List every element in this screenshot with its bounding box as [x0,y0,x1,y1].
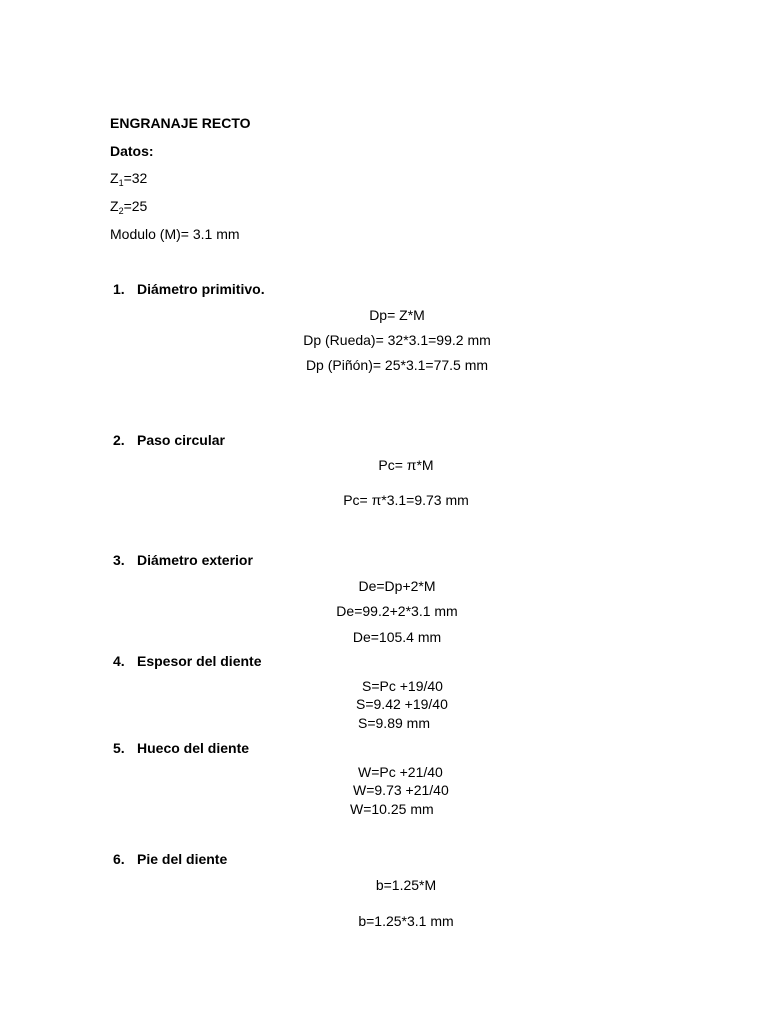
section-heading [113,281,265,297]
section-title: Espesor del diente [137,653,262,669]
formula-line: W=9.73 +21/40 [353,782,449,798]
document-title: ENGRANAJE RECTO [110,115,251,131]
formula-line: S=9.42 +19/40 [356,696,448,712]
section-heading [113,653,261,669]
datos-label: Datos: [110,143,154,159]
section-number: 3. [113,552,125,568]
formula-line: Pc= π*M [378,457,434,473]
formula-line: Pc= π*3.1=9.73 mm [343,492,469,508]
section-heading [113,432,225,448]
z1-prefix: Z [110,170,119,186]
section-number: 6. [113,851,125,867]
section-title: Paso circular [137,432,225,448]
formula-line: Dp (Piñón)= 25*3.1=77.5 mm [305,357,489,373]
z1-value: =32 [123,170,148,186]
z2-value: =25 [123,198,148,214]
section-number: 4. [113,653,125,669]
formula-line: b=1.25*3.1 mm [358,913,454,929]
section-number: 1. [113,281,125,297]
formula-line: W=Pc +21/40 [358,764,443,780]
section-title: Hueco del diente [137,740,250,756]
z2-prefix: Z [110,198,119,214]
z2-subscript: 2 [118,206,124,216]
formula-line: De=Dp+2*M [358,578,436,594]
formula-line: De=105.4 mm [352,629,442,645]
section-title: Pie del diente [137,851,228,867]
formula-line: W=10.25 mm [350,801,434,817]
section-number: 5. [113,740,125,756]
section-heading [113,552,253,568]
formula-line: Dp= Z*M [369,307,425,323]
formula-line: b=1.25*M [375,877,437,893]
section-title: Diámetro primitivo. [137,281,265,297]
formula-line: De=99.2+2*3.1 mm [336,603,458,619]
z1-subscript: 1 [118,178,124,188]
section-number: 2. [113,432,125,448]
z2-line [110,198,147,214]
modulo-line: Modulo (M)= 3.1 mm [110,226,240,242]
section-heading [113,851,227,867]
formula-line: S=Pc +19/40 [362,678,443,694]
formula-line: S=9.89 mm [358,715,430,731]
formula-line: Dp (Rueda)= 32*3.1=99.2 mm [303,332,491,348]
section-title: Diámetro exterior [137,552,253,568]
section-heading [113,740,249,756]
z1-line [110,170,147,186]
